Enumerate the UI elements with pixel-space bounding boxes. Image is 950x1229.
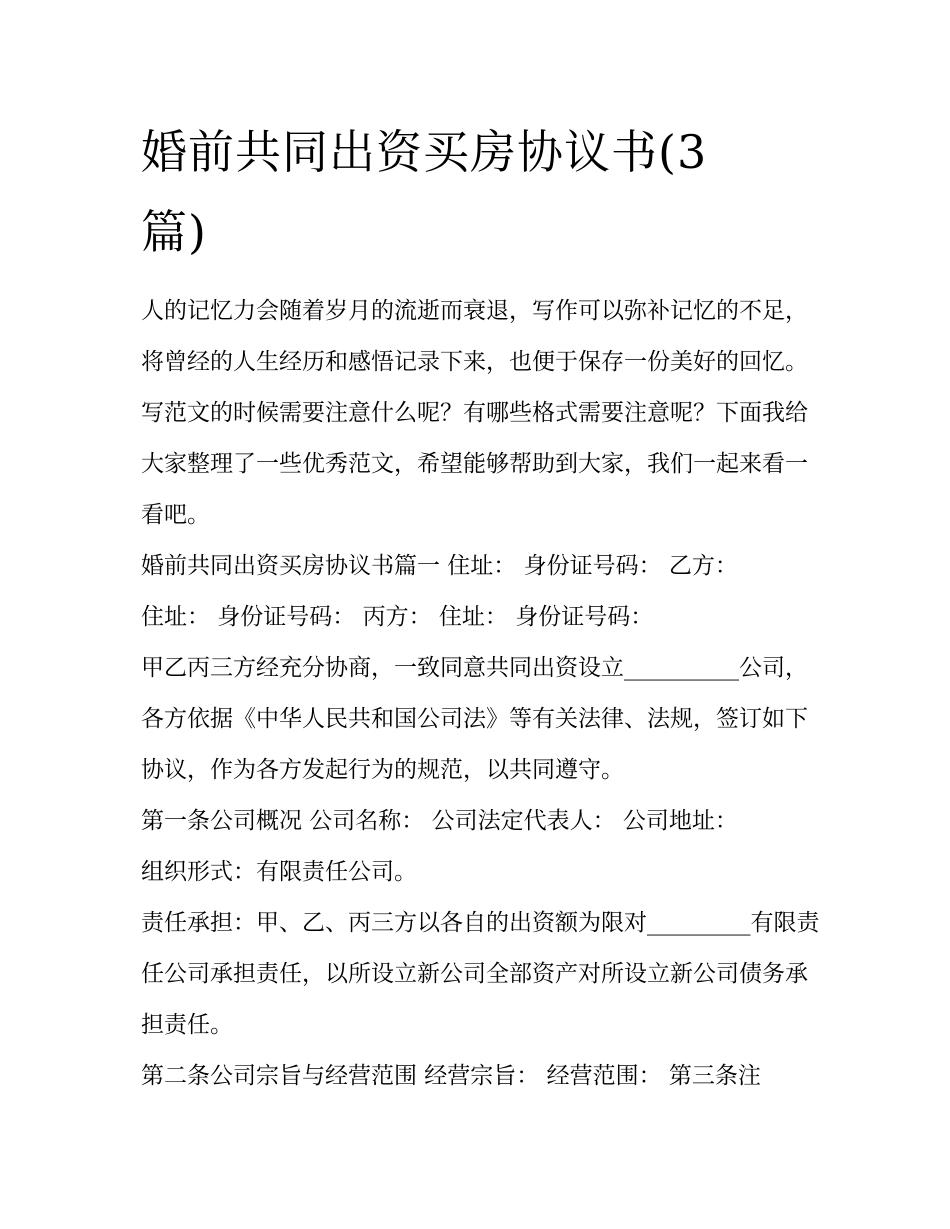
title-line-1: 婚前共同出资买房协议书(3 <box>141 125 708 179</box>
document-body <box>141 112 821 1102</box>
organization-form-paragraph: 组织形式：有限责任公司。 <box>141 859 417 885</box>
document-title <box>141 112 821 272</box>
intro-paragraph: 人的记忆力会随着岁月的流逝而衰退，写作可以弥补记忆的不足，将曾经的人生经历和感悟记录下来，也便于保存一份美好的回忆。写范文的时候需要注意什么呢？有哪些格式需要注意呢？下面我给大家整理了一些优秀范文，希望能够帮助到大家，我们一起来看一看吧。 <box>141 298 808 528</box>
party-info-paragraph: 婚前共同出资买房协议书篇一 住址： 身份证号码： 乙方： <box>141 553 738 579</box>
article-two-paragraph: 第二条公司宗旨与经营范围 经营宗旨： 经营范围： 第三条注 <box>141 1063 761 1089</box>
agreement-preamble-paragraph: 甲乙丙三方经充分协商，一致同意共同出资设立__________公司，各方依据《中华人民共和国公司法》等有关法律、法规，签订如下协议，作为各方发起行为的规范，以共同遵守。 <box>141 655 808 783</box>
title-line-2: 篇) <box>141 205 207 259</box>
party-info-paragraph: 住址： 身份证号码： 丙方： 住址： 身份证号码： <box>141 604 654 630</box>
article-one-paragraph: 第一条公司概况 公司名称： 公司法定代表人： 公司地址： <box>141 808 738 834</box>
liability-paragraph: 责任承担：甲、乙、丙三方以各自的出资额为限对_________有限责任公司承担责任，以所设立新公司全部资产对所设立新公司债务承担责任。 <box>141 910 820 1038</box>
